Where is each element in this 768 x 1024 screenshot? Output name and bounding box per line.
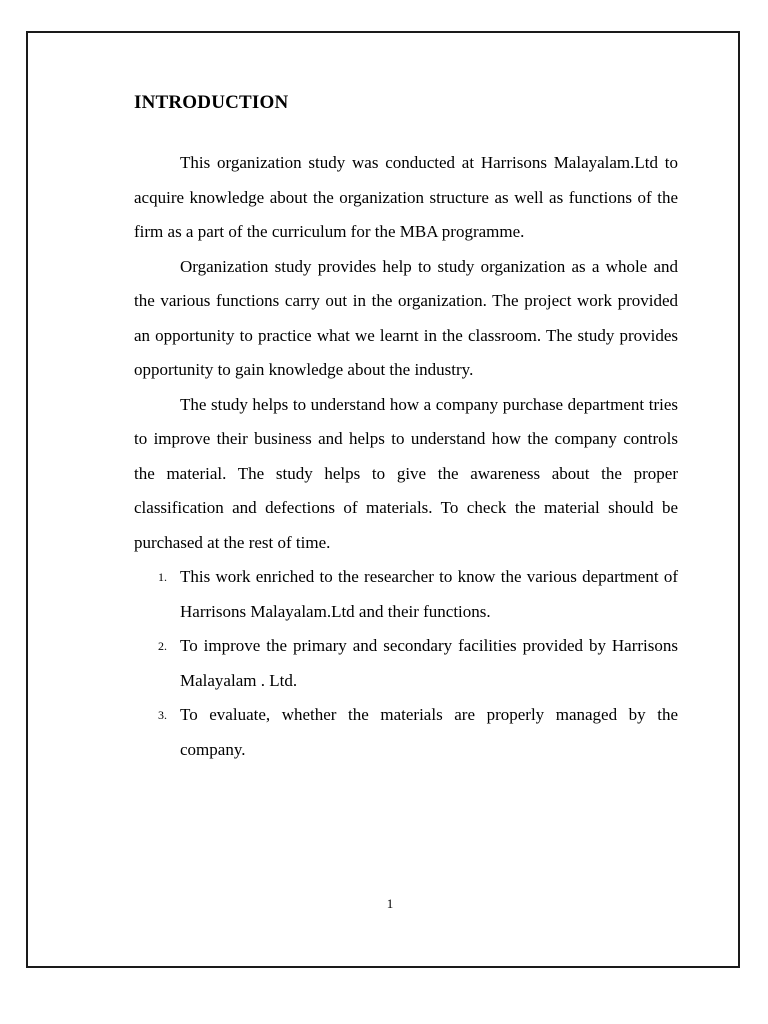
document-body [134, 88, 678, 767]
list-item [134, 560, 678, 629]
paragraph-2: Organization study provides help to study organization as a whole and the various functions carry out in the organization. The project work provided an opportunity to practice what we learnt in the classroom. The study provides opportunity to gain knowledge about the industry. [134, 256, 678, 379]
list-item [134, 698, 678, 767]
list-item-number: 1. [158, 570, 167, 584]
list-item-text: To improve the primary and secondary facilities provided by Harrisons Malayalam . Ltd. [180, 636, 678, 690]
list-item-text: To evaluate, whether the materials are properly managed by the company. [180, 705, 678, 759]
list-item-number: 3. [158, 708, 167, 722]
paragraph-1: This organization study was conducted at Harrisons Malayalam.Ltd to acquire knowledge about the organization structure as well as functions of the firm as a part of the curriculum for the MBA programme. [134, 153, 678, 241]
objectives-list [134, 560, 678, 767]
page-number: 1 [386, 896, 394, 911]
page-title: INTRODUCTION [134, 92, 289, 113]
list-item-number: 2. [158, 639, 167, 653]
list-item [134, 629, 678, 698]
list-item-text: This work enriched to the researcher to know the various department of Harrisons Malayalam.Ltd and their functions. [180, 567, 678, 621]
paragraph-3: The study helps to understand how a company purchase department tries to improve their business and helps to understand how the company controls the material. The study helps to give the awareness about the proper classification and defections of materials. To check the material should be purchased at the rest of time. [134, 394, 678, 552]
